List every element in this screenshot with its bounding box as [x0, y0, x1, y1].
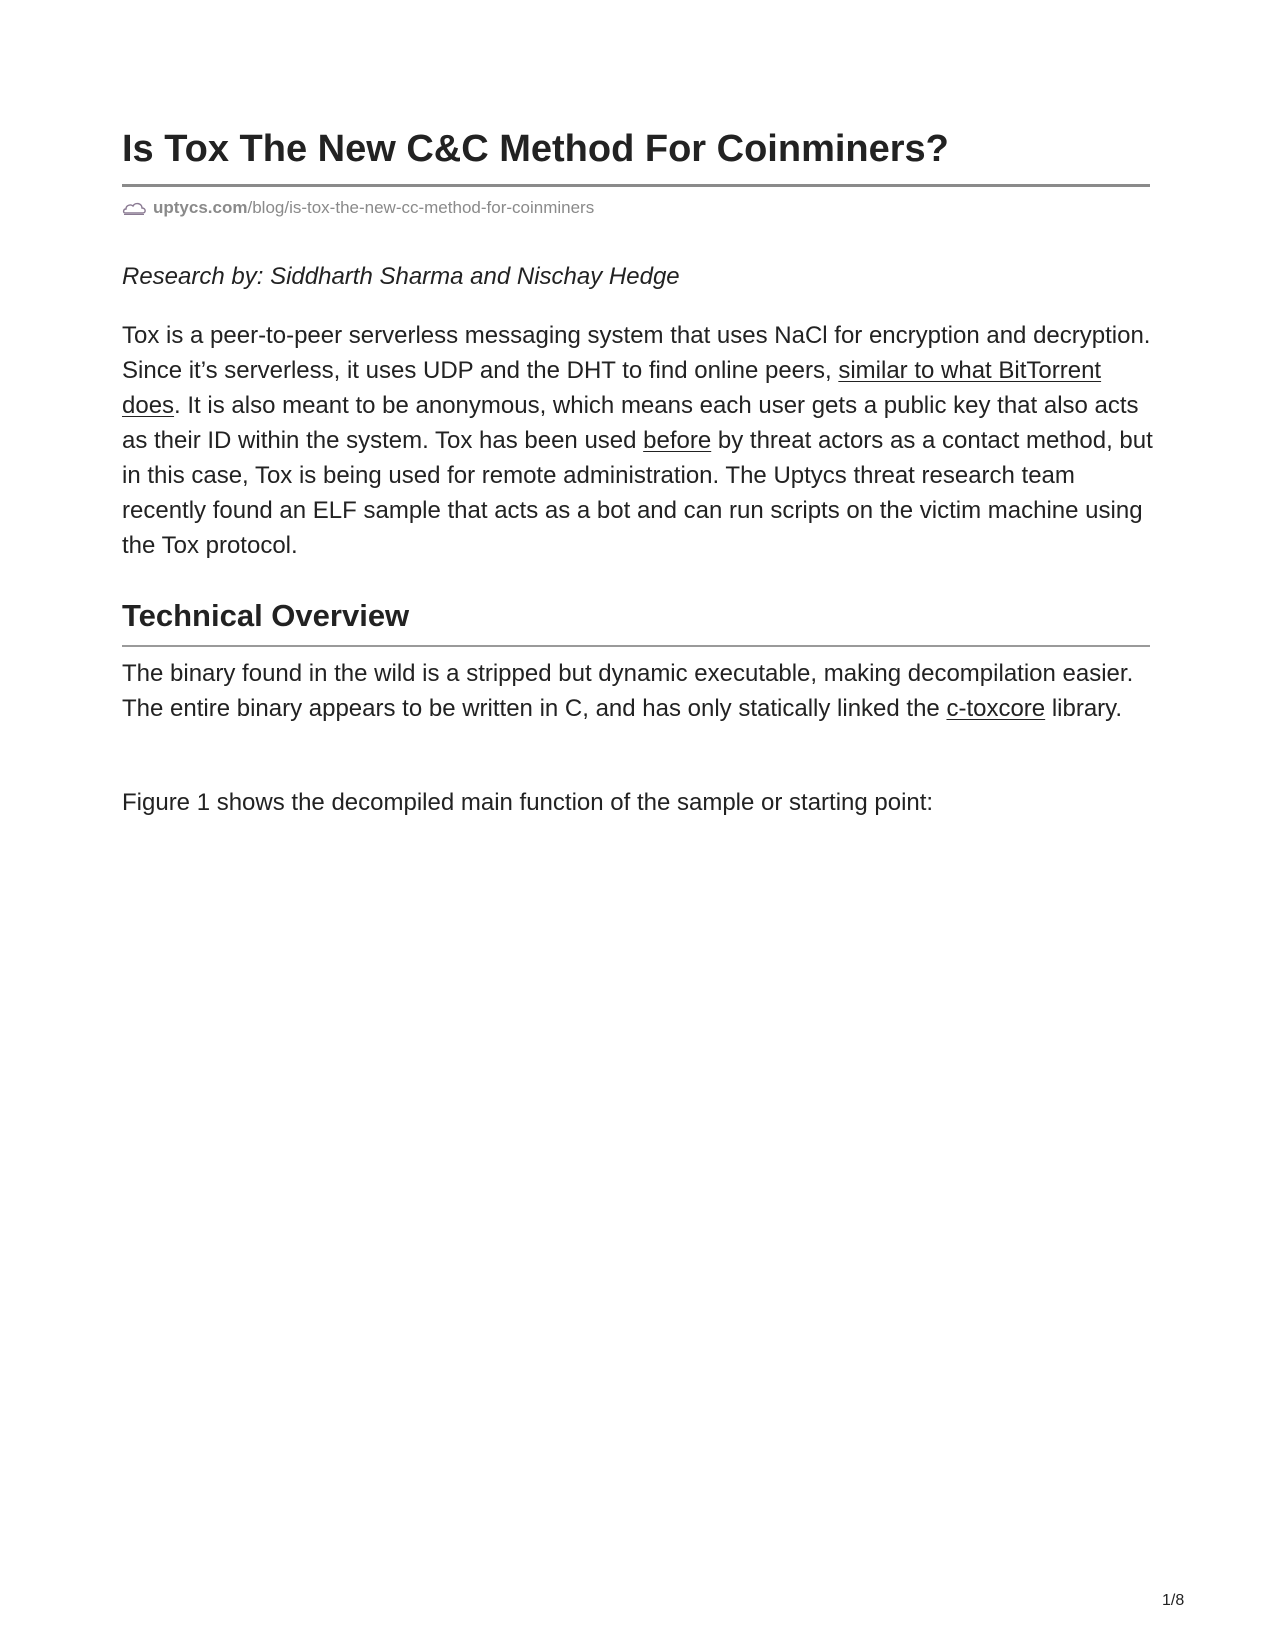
intro-text-1: Tox is a peer-to-peer serverless messaging system that uses NaCl for encryption and decryption. Since it’s serverless, it uses UDP and the DHT to find online peers,: [122, 322, 1151, 384]
cloud-icon: [122, 200, 148, 216]
intro-text-2: . It is also meant to be anonymous, which means each user gets a public key that also acts as their ID within the system. Tox has been used: [122, 392, 1139, 454]
source-url: [122, 197, 594, 219]
figure-intro-paragraph: Figure 1 shows the decompiled main function of the sample or starting point:: [122, 789, 934, 816]
section-divider: [122, 645, 1150, 647]
byline: Research by: Siddharth Sharma and Nischay Hedge: [122, 263, 680, 290]
source-domain-link[interactable]: uptycs.com: [153, 198, 248, 217]
overview-text-1: The binary found in the wild is a stripped but dynamic executable, making decompilation easier. The entire binary appears to be written in C, and has only statically linked the: [122, 660, 1134, 722]
page-number: 1/8: [1162, 1592, 1185, 1609]
intro-text-3: by threat actors as a contact method, but in this case, Tox is being used for remote administration. The Uptycs threat research team recently found an ELF sample that acts as a bot and can run scripts on the victim machine using the Tox protocol.: [122, 427, 1153, 559]
intro-paragraph: [122, 318, 1162, 563]
c-toxcore-link[interactable]: c-toxcore: [946, 695, 1046, 722]
section-heading: Technical Overview: [122, 598, 410, 633]
before-link[interactable]: before: [643, 427, 712, 454]
overview-paragraph: [122, 656, 1162, 726]
article-title: Is Tox The New C&C Method For Coinminers?: [122, 128, 949, 170]
title-divider: [122, 184, 1150, 187]
overview-text-2: library.: [1045, 695, 1123, 722]
bittorrent-link[interactable]: similar to what BitTorrent does: [122, 357, 1102, 419]
source-path-link[interactable]: /blog/is-tox-the-new-cc-method-for-coinminers: [247, 198, 595, 217]
